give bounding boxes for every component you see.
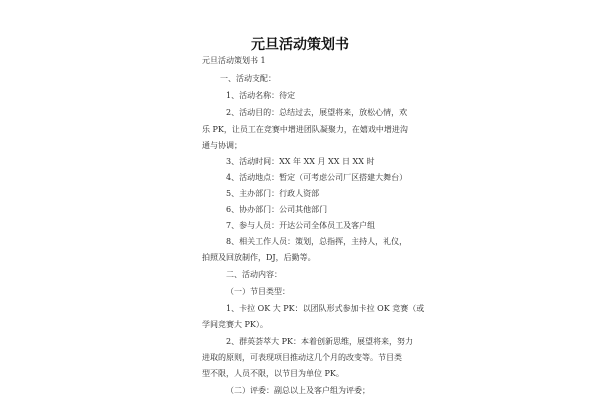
section-heading: 二、活动内容： bbox=[226, 270, 282, 279]
subtitle-line: 元旦活动策划书 1 bbox=[202, 56, 266, 65]
paragraph-line: 7、参与人员：开达公司全体员工及客户组 bbox=[226, 221, 376, 230]
paragraph-line: 拍照及回放制作，DJ，后勤等。 bbox=[202, 253, 316, 262]
paragraph-line: 2、群英荟萃大 PK：本着创新思维，展望将来，努力 bbox=[226, 337, 413, 346]
paragraph-line: 1、活动名称：待定 bbox=[226, 91, 296, 100]
paragraph-line: 5、主办部门：行政人资部 bbox=[226, 189, 320, 198]
subsection-heading: （一）节目类型： bbox=[226, 287, 290, 296]
paragraph-line: 4、活动地点：暂定（可考虑公司厂区搭建大舞台） bbox=[226, 173, 408, 182]
paragraph-line: 通与协调； bbox=[202, 141, 242, 150]
section-heading: 一、活动支配： bbox=[220, 74, 276, 83]
paragraph-line: 8、相关工作人员：策划，总指挥，主持人，礼仪， bbox=[226, 237, 408, 246]
paragraph-line: 3、活动时间：XX 年 XX 月 XX 日 XX 时 bbox=[226, 157, 375, 166]
paragraph-line: 学间竞赛大 PK）。 bbox=[202, 320, 268, 329]
paragraph-line: 1、卡拉 OK 大 PK：以团队形式参加卡拉 OK 竞赛（或 bbox=[226, 304, 425, 313]
paragraph-line: 2、活动目的：总结过去，展望将来，放松心情，欢 bbox=[226, 108, 408, 117]
paragraph-line: 乐 PK，让员工在竞赛中增进团队凝聚力，在嬉戏中增进沟 bbox=[202, 125, 408, 134]
paragraph-line: 型不限，人员不限，以节目为单位 PK。 bbox=[202, 369, 344, 378]
subsection-heading: （二）评委：副总以上及客户组为评委； bbox=[226, 386, 370, 395]
paragraph-line: 6、协办部门：公司其他部门 bbox=[226, 205, 328, 214]
paragraph-line: 进取的原则，可表现项目推动这几个月的改变等。节目类 bbox=[202, 353, 402, 362]
document-title: 元旦活动策划书 bbox=[251, 37, 349, 53]
